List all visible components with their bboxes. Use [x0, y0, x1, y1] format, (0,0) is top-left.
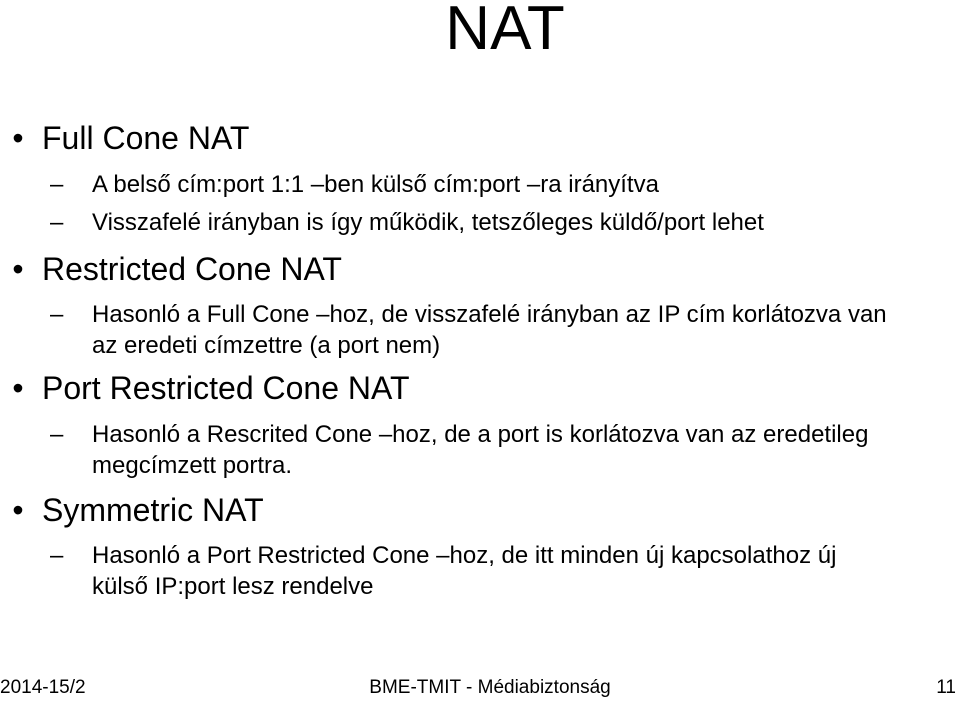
- dash-icon: –: [50, 171, 64, 198]
- sub-item-text: Hasonló a Rescrited Cone –hoz, de a port is korlátozva van az eredetileg megcímzett portra.: [92, 421, 869, 479]
- footer-date: 2014-15/2: [0, 677, 86, 698]
- slide-footer: [0, 676, 960, 703]
- bullet-icon: •: [12, 370, 24, 406]
- bullet-text: Restricted Cone NAT: [42, 251, 342, 287]
- sub-item-text: A belső cím:port 1:1 –ben külső cím:port –ra irányítva: [92, 171, 659, 198]
- dash-icon: –: [50, 421, 64, 448]
- bullet-icon: •: [12, 120, 24, 156]
- bullet-icon: •: [12, 492, 24, 528]
- sub-item-text: Hasonló a Port Restricted Cone –hoz, de itt minden új kapcsolathoz új külső IP:port lesz rendelve: [92, 542, 837, 600]
- footer-course: BME-TMIT - Médiabiztonság: [369, 677, 611, 698]
- dash-icon: –: [50, 542, 64, 569]
- bullet-text: Full Cone NAT: [42, 120, 250, 156]
- sub-item-text: Hasonló a Full Cone –hoz, de visszafelé irányban az IP cím korlátozva van az eredeti címzettre (a port nem): [92, 301, 887, 359]
- bullet-text: Symmetric NAT: [42, 492, 264, 528]
- bullet-text: Port Restricted Cone NAT: [42, 370, 410, 406]
- bullet-icon: •: [12, 251, 24, 287]
- footer-page-number: 11: [936, 677, 956, 698]
- sub-item-text: Visszafelé irányban is így működik, tetszőleges küldő/port lehet: [92, 209, 764, 236]
- dash-icon: –: [50, 209, 64, 236]
- dash-icon: –: [50, 301, 64, 328]
- slide-title: NAT: [445, 0, 565, 63]
